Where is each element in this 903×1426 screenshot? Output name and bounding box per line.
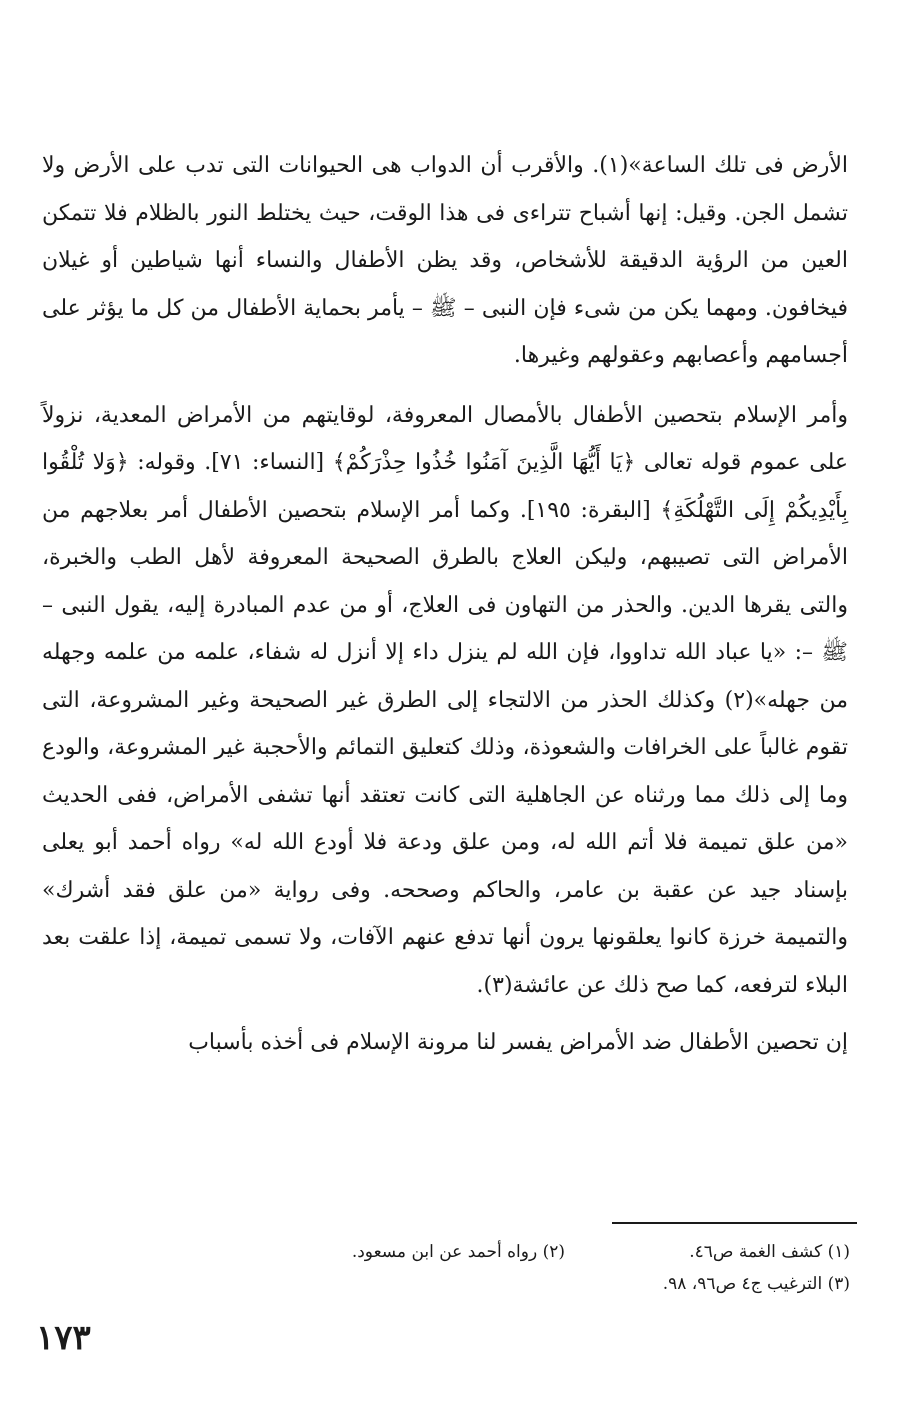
footnote-divider xyxy=(612,1222,857,1224)
body-text xyxy=(42,142,848,1067)
paragraph-2: وأمر الإسلام بتحصين الأطفال بالأمصال المعروفة، لوقايتهم من الأمراض المعدية، نزولاً على عموم قوله تعالى ﴿يَا أَيُّهَا الَّذِينَ آمَنُوا خُذُوا حِذْرَكُمْ﴾ [النساء: ٧١]. وقوله: ﴿وَلا تُلْقُوا بِأَيْدِيكُمْ إِلَى التَّهْلُكَةِ﴾ [البقرة: ١٩٥]. وكما أمر الإسلام بتحصين الأطفال أمر بعلاجهم من الأمراض التى تصيبهم، وليكن العلاج بالطرق الصحيحة المعروفة لأهل الطب والخبرة، والتى يقرها الدين. والحذر من التهاون فى العلاج، أو من عدم المبادرة إليه، يقول النبى – ﷺ –: «يا عباد الله تداووا، فإن الله لم ينزل داء إلا أنزل له شفاء، علمه من علمه وجهله من جهله»(٢) وكذلك الحذر من الالتجاء إلى الطرق غير الصحيحة وغير المشروعة، التى تقوم غالباً على الخرافات والشعوذة، وذلك كتعليق التمائم والأحجبة غير المشروعة، والودع وما إلى ذلك مما ورثناه عن الجاهلية التى كانت تعتقد أنها تشفى الأمراض، ففى الحديث «من علق تميمة فلا أتم الله له، ومن علق ودعة فلا أودع الله له» رواه أحمد أبو يعلى بإسناد جيد عن عقبة بن عامر، والحاكم وصححه. وفى رواية «من علق فقد أشرك» والتميمة خرزة كانوا يعلقونها يرون أنها تدفع عنهم الآفات، ولا تسمى تميمة، إذا علقت بعد البلاء لترفعه، كما صح ذلك عن عائشة(٣). xyxy=(42,402,849,998)
footnote-row-1 xyxy=(150,1236,850,1268)
page-number: ١٧٣ xyxy=(36,1318,91,1358)
footnote-1: (١) كشف الغمة ص٤٦. xyxy=(689,1242,850,1262)
paragraph-3: إن تحصين الأطفال ضد الأمراض يفسر لنا مرونة الإسلام فى أخذه بأسباب xyxy=(188,1030,848,1055)
footnote-row-2 xyxy=(150,1268,850,1300)
paragraph-1: الأرض فى تلك الساعة»(١). والأقرب أن الدواب هى الحيوانات التى تدب على الأرض ولا تشمل الجن. وقيل: إنها أشباح تتراءى فى هذا الوقت، حيث يختلط النور بالظلام فلا تتمكن العين من الرؤية الدقيقة للأشخاص، وقد يظن الأطفال والنساء أنها شياطين أو غيلان فيخافون. ومهما يكن من شىء فإن النبى – ﷺ – يأمر بحماية الأطفال من كل ما يؤثر على أجسامهم وأعصابهم وعقولهم وغيرها. xyxy=(42,153,848,368)
footnote-2: (٢) رواه أحمد عن ابن مسعود. xyxy=(351,1242,565,1262)
footnotes xyxy=(150,1236,850,1300)
footnote-3: (٣) الترغيب ج٤ ص٩٦، ٩٨. xyxy=(662,1274,850,1294)
